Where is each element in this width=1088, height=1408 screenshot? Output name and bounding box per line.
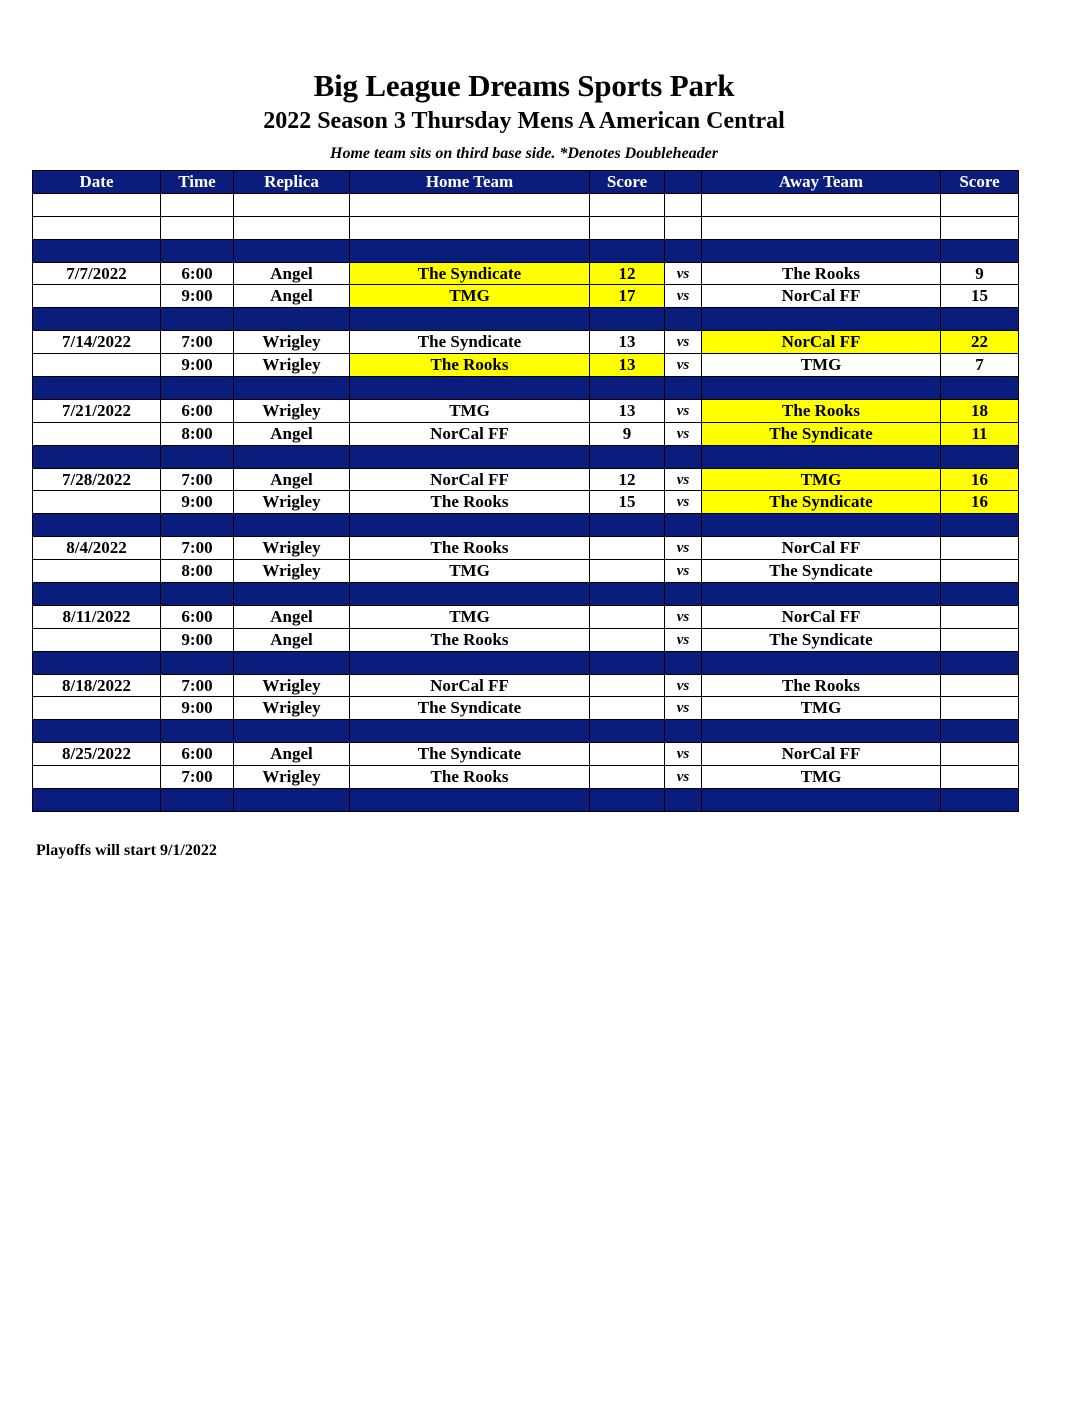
game-date: 8/25/2022: [33, 743, 161, 766]
game-date: 8/4/2022: [33, 537, 161, 560]
home-score: [590, 743, 665, 766]
blank-cell: [590, 193, 665, 216]
away-score: [941, 743, 1019, 766]
separator-cell: [665, 514, 702, 537]
game-time: 7:00: [161, 331, 234, 354]
game-time: 8:00: [161, 560, 234, 583]
separator-cell: [702, 514, 941, 537]
separator-cell: [665, 377, 702, 400]
game-row: [33, 537, 1019, 560]
home-team: TMG: [350, 560, 590, 583]
game-time: 9:00: [161, 285, 234, 308]
blank-cell: [941, 193, 1019, 216]
separator-row: [33, 720, 1019, 743]
separator-cell: [590, 239, 665, 262]
home-score: 9: [590, 422, 665, 445]
vs-label: vs: [665, 605, 702, 628]
separator-cell: [161, 308, 234, 331]
blank-cell: [702, 193, 941, 216]
blank-cell: [161, 193, 234, 216]
blank-cell: [350, 216, 590, 239]
header-row: [33, 171, 1019, 194]
game-row: [33, 628, 1019, 651]
separator-cell: [161, 583, 234, 606]
away-team: NorCal FF: [702, 605, 941, 628]
separator-cell: [234, 514, 350, 537]
separator-cell: [33, 514, 161, 537]
home-team: The Rooks: [350, 491, 590, 514]
separator-cell: [941, 308, 1019, 331]
game-time: 9:00: [161, 697, 234, 720]
blank-cell: [702, 216, 941, 239]
game-row: [33, 605, 1019, 628]
blank-cell: [350, 193, 590, 216]
separator-cell: [590, 377, 665, 400]
game-date: 7/28/2022: [33, 468, 161, 491]
home-score: [590, 674, 665, 697]
header-vs: [665, 171, 702, 194]
game-row: [33, 491, 1019, 514]
game-field: Wrigley: [234, 331, 350, 354]
blank-cell: [941, 216, 1019, 239]
home-score: [590, 537, 665, 560]
separator-cell: [350, 445, 590, 468]
game-date: [33, 697, 161, 720]
separator-cell: [350, 720, 590, 743]
separator-cell: [33, 789, 161, 812]
home-score: 13: [590, 354, 665, 377]
vs-label: vs: [665, 468, 702, 491]
game-field: Wrigley: [234, 537, 350, 560]
separator-cell: [702, 445, 941, 468]
away-team: The Syndicate: [702, 422, 941, 445]
vs-label: vs: [665, 537, 702, 560]
home-score: 12: [590, 468, 665, 491]
schedule-table: [32, 170, 1019, 812]
separator-cell: [702, 583, 941, 606]
separator-cell: [941, 445, 1019, 468]
vs-label: vs: [665, 422, 702, 445]
away-score: [941, 766, 1019, 789]
game-row: [33, 262, 1019, 285]
vs-label: vs: [665, 354, 702, 377]
separator-cell: [234, 583, 350, 606]
game-time: 7:00: [161, 537, 234, 560]
game-date: 8/18/2022: [33, 674, 161, 697]
away-team: The Rooks: [702, 674, 941, 697]
game-date: [33, 354, 161, 377]
away-score: [941, 605, 1019, 628]
separator-cell: [702, 789, 941, 812]
game-row: [33, 674, 1019, 697]
separator-cell: [161, 445, 234, 468]
game-field: Angel: [234, 468, 350, 491]
vs-label: vs: [665, 491, 702, 514]
away-score: 15: [941, 285, 1019, 308]
away-score: 16: [941, 491, 1019, 514]
separator-cell: [941, 514, 1019, 537]
vs-label: vs: [665, 285, 702, 308]
game-field: Wrigley: [234, 491, 350, 514]
separator-cell: [33, 583, 161, 606]
away-team: TMG: [702, 468, 941, 491]
away-team: NorCal FF: [702, 331, 941, 354]
separator-cell: [33, 445, 161, 468]
separator-cell: [234, 651, 350, 674]
separator-cell: [590, 308, 665, 331]
game-row: [33, 468, 1019, 491]
separator-cell: [33, 651, 161, 674]
separator-row: [33, 308, 1019, 331]
vs-label: vs: [665, 331, 702, 354]
game-field: Wrigley: [234, 560, 350, 583]
separator-cell: [665, 651, 702, 674]
game-date: [33, 491, 161, 514]
home-score: [590, 605, 665, 628]
blank-cell: [665, 216, 702, 239]
vs-label: vs: [665, 262, 702, 285]
vs-label: vs: [665, 560, 702, 583]
separator-cell: [161, 789, 234, 812]
schedule-note: Home team sits on third base side. *Denotes Doubleheader: [330, 145, 718, 162]
game-date: [33, 766, 161, 789]
separator-cell: [350, 514, 590, 537]
away-team: NorCal FF: [702, 285, 941, 308]
blank-cell: [665, 193, 702, 216]
separator-cell: [161, 720, 234, 743]
separator-cell: [350, 377, 590, 400]
home-team: TMG: [350, 399, 590, 422]
game-field: Wrigley: [234, 697, 350, 720]
game-date: 7/14/2022: [33, 331, 161, 354]
separator-cell: [350, 308, 590, 331]
game-date: 8/11/2022: [33, 605, 161, 628]
separator-cell: [702, 720, 941, 743]
separator-cell: [590, 651, 665, 674]
separator-cell: [234, 445, 350, 468]
game-time: 8:00: [161, 422, 234, 445]
game-field: Angel: [234, 605, 350, 628]
game-time: 6:00: [161, 605, 234, 628]
game-field: Angel: [234, 743, 350, 766]
separator-cell: [702, 651, 941, 674]
separator-cell: [665, 789, 702, 812]
away-team: TMG: [702, 697, 941, 720]
away-team: The Rooks: [702, 399, 941, 422]
game-row: [33, 766, 1019, 789]
home-score: 15: [590, 491, 665, 514]
game-row: [33, 697, 1019, 720]
home-team: NorCal FF: [350, 422, 590, 445]
game-time: 7:00: [161, 766, 234, 789]
blank-cell: [234, 216, 350, 239]
home-score: [590, 628, 665, 651]
game-row: [33, 285, 1019, 308]
game-field: Wrigley: [234, 674, 350, 697]
away-score: 9: [941, 262, 1019, 285]
away-score: 16: [941, 468, 1019, 491]
game-row: [33, 399, 1019, 422]
separator-cell: [234, 239, 350, 262]
game-field: Wrigley: [234, 354, 350, 377]
separator-cell: [590, 583, 665, 606]
vs-label: vs: [665, 697, 702, 720]
separator-cell: [941, 789, 1019, 812]
away-score: [941, 697, 1019, 720]
separator-cell: [665, 583, 702, 606]
separator-cell: [234, 789, 350, 812]
blank-cell: [590, 216, 665, 239]
home-team: The Rooks: [350, 537, 590, 560]
game-date: [33, 628, 161, 651]
game-field: Wrigley: [234, 766, 350, 789]
playoffs-note: Playoffs will start 9/1/2022: [36, 842, 217, 859]
vs-label: vs: [665, 766, 702, 789]
blank-row: [33, 216, 1019, 239]
game-time: 6:00: [161, 399, 234, 422]
header-home-team: Home Team: [350, 171, 590, 194]
game-time: 7:00: [161, 468, 234, 491]
schedule-body: [33, 193, 1019, 811]
separator-cell: [161, 377, 234, 400]
away-score: [941, 560, 1019, 583]
game-time: 6:00: [161, 262, 234, 285]
game-time: 9:00: [161, 491, 234, 514]
separator-cell: [33, 720, 161, 743]
home-team: TMG: [350, 605, 590, 628]
home-team: The Rooks: [350, 628, 590, 651]
game-time: 6:00: [161, 743, 234, 766]
header-date: Date: [33, 171, 161, 194]
away-team: TMG: [702, 354, 941, 377]
separator-cell: [350, 651, 590, 674]
separator-cell: [161, 514, 234, 537]
game-date: [33, 560, 161, 583]
away-team: TMG: [702, 766, 941, 789]
vs-label: vs: [665, 674, 702, 697]
game-time: 7:00: [161, 674, 234, 697]
blank-row: [33, 193, 1019, 216]
home-score: [590, 697, 665, 720]
blank-cell: [161, 216, 234, 239]
separator-cell: [590, 789, 665, 812]
away-team: NorCal FF: [702, 743, 941, 766]
separator-row: [33, 651, 1019, 674]
separator-cell: [941, 583, 1019, 606]
game-row: [33, 743, 1019, 766]
away-score: 11: [941, 422, 1019, 445]
game-date: 7/7/2022: [33, 262, 161, 285]
separator-row: [33, 239, 1019, 262]
separator-cell: [161, 239, 234, 262]
separator-cell: [350, 583, 590, 606]
blank-cell: [33, 216, 161, 239]
home-team: The Syndicate: [350, 262, 590, 285]
vs-label: vs: [665, 399, 702, 422]
blank-cell: [33, 193, 161, 216]
game-row: [33, 422, 1019, 445]
game-date: [33, 285, 161, 308]
separator-cell: [234, 720, 350, 743]
home-team: TMG: [350, 285, 590, 308]
separator-cell: [161, 651, 234, 674]
separator-cell: [665, 308, 702, 331]
game-date: [33, 422, 161, 445]
home-team: NorCal FF: [350, 468, 590, 491]
home-team: The Syndicate: [350, 743, 590, 766]
away-team: The Syndicate: [702, 628, 941, 651]
separator-row: [33, 445, 1019, 468]
game-row: [33, 560, 1019, 583]
away-score: 18: [941, 399, 1019, 422]
home-score: 12: [590, 262, 665, 285]
separator-cell: [33, 377, 161, 400]
separator-row: [33, 583, 1019, 606]
separator-cell: [665, 445, 702, 468]
separator-row: [33, 514, 1019, 537]
header-away-score: Score: [941, 171, 1019, 194]
game-time: 9:00: [161, 354, 234, 377]
separator-cell: [234, 308, 350, 331]
separator-cell: [665, 720, 702, 743]
home-team: The Syndicate: [350, 331, 590, 354]
away-score: [941, 674, 1019, 697]
away-score: 7: [941, 354, 1019, 377]
game-row: [33, 331, 1019, 354]
separator-cell: [590, 720, 665, 743]
game-field: Angel: [234, 422, 350, 445]
game-date: 7/21/2022: [33, 399, 161, 422]
away-score: 22: [941, 331, 1019, 354]
home-score: 13: [590, 399, 665, 422]
separator-cell: [350, 789, 590, 812]
page-subtitle: 2022 Season 3 Thursday Mens A American Central: [263, 108, 785, 134]
vs-label: vs: [665, 628, 702, 651]
separator-cell: [33, 308, 161, 331]
away-score: [941, 628, 1019, 651]
home-team: The Syndicate: [350, 697, 590, 720]
home-score: [590, 560, 665, 583]
header-home-score: Score: [590, 171, 665, 194]
home-team: The Rooks: [350, 766, 590, 789]
away-score: [941, 537, 1019, 560]
home-team: The Rooks: [350, 354, 590, 377]
separator-cell: [941, 239, 1019, 262]
separator-cell: [33, 239, 161, 262]
separator-cell: [702, 239, 941, 262]
page-title: Big League Dreams Sports Park: [313, 68, 735, 103]
home-score: 13: [590, 331, 665, 354]
game-field: Angel: [234, 262, 350, 285]
separator-cell: [702, 308, 941, 331]
away-team: NorCal FF: [702, 537, 941, 560]
separator-cell: [702, 377, 941, 400]
game-field: Wrigley: [234, 399, 350, 422]
separator-cell: [941, 651, 1019, 674]
home-score: 17: [590, 285, 665, 308]
home-team: NorCal FF: [350, 674, 590, 697]
game-row: [33, 354, 1019, 377]
separator-cell: [590, 445, 665, 468]
separator-cell: [665, 239, 702, 262]
game-field: Angel: [234, 285, 350, 308]
separator-cell: [234, 377, 350, 400]
header-away-team: Away Team: [702, 171, 941, 194]
separator-row: [33, 377, 1019, 400]
game-time: 9:00: [161, 628, 234, 651]
vs-label: vs: [665, 743, 702, 766]
header-replica: Replica: [234, 171, 350, 194]
separator-cell: [941, 720, 1019, 743]
separator-cell: [941, 377, 1019, 400]
away-team: The Syndicate: [702, 560, 941, 583]
home-score: [590, 766, 665, 789]
away-team: The Syndicate: [702, 491, 941, 514]
game-field: Angel: [234, 628, 350, 651]
away-team: The Rooks: [702, 262, 941, 285]
separator-cell: [350, 239, 590, 262]
separator-cell: [590, 514, 665, 537]
separator-row: [33, 789, 1019, 812]
header-time: Time: [161, 171, 234, 194]
blank-cell: [234, 193, 350, 216]
